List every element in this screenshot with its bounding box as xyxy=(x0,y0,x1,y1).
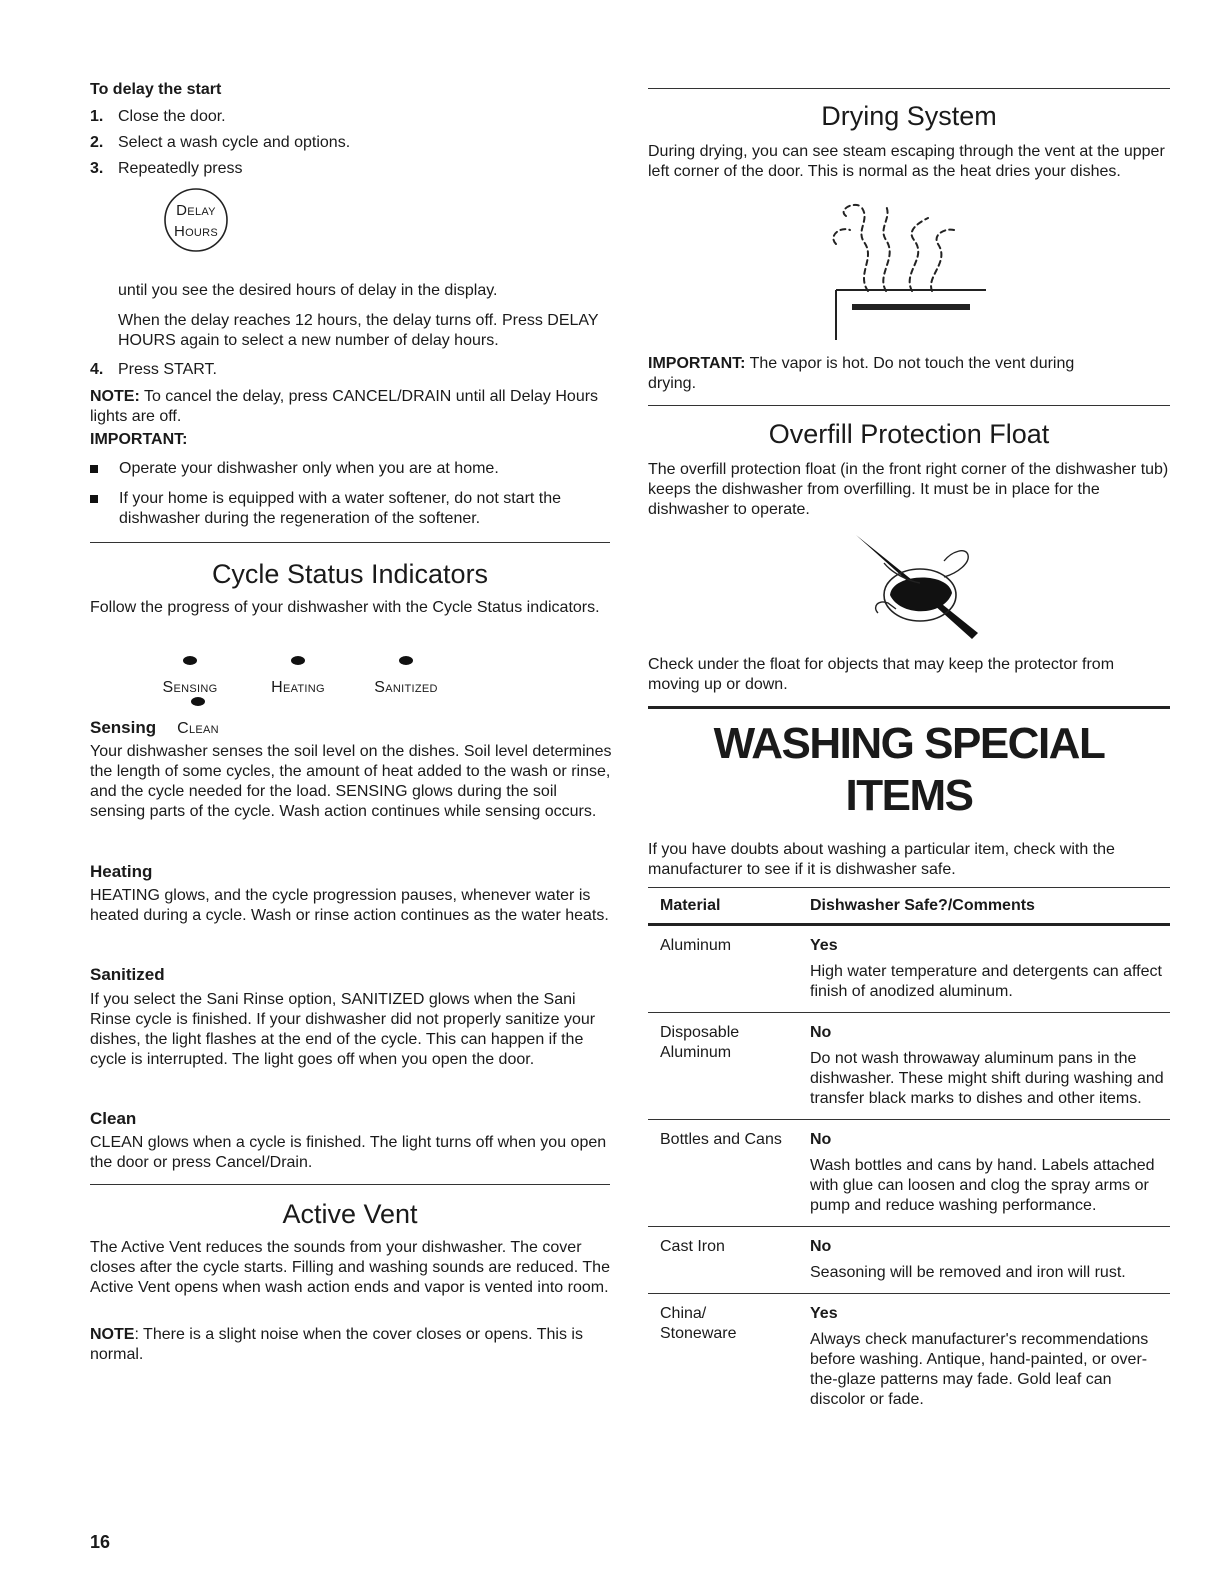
materials-table xyxy=(648,889,1170,1420)
column-header-material: Material xyxy=(660,897,721,914)
overfill-check-text: Check under the float for objects that may keep the protector from moving up or down. xyxy=(648,656,1115,693)
cycle-status-indicators xyxy=(140,656,560,738)
delay-step: 2. Select a wash cycle and options. xyxy=(90,134,351,151)
comment-cell: Yes Always check manufacturer's recommendations before washing. Antique, hand-painted, or over-the-glaze patterns may fade. Gold leaf can discolor or fade. xyxy=(810,1305,1149,1408)
material-cell: Disposable Aluminum xyxy=(660,1024,740,1061)
delay-step-4 xyxy=(90,357,610,383)
indicator-light-icon xyxy=(291,656,305,665)
page-number: 16 xyxy=(90,1532,111,1552)
delay-reaches-note: When the delay reaches 12 hours, the delay turns off. Press DELAY HOURS again to select a new number of delay hours. xyxy=(118,312,599,349)
table-row xyxy=(648,1227,1170,1294)
clean-text: CLEAN glows when a cycle is finished. The light turns off when you open the door or press Cancel/Drain. xyxy=(90,1134,607,1171)
comment-cell: No Do not wash throwaway aluminum pans in the dishwasher. These might shift during washing and transfer black marks to dishes and other items. xyxy=(810,1024,1164,1107)
indicator-clean: Clean xyxy=(148,697,248,738)
delay-step: 3. Repeatedly press xyxy=(90,160,243,177)
delay-after-button: until you see the desired hours of delay in the display. xyxy=(118,282,498,299)
table-row xyxy=(648,925,1170,1013)
section-divider xyxy=(90,1184,610,1185)
overfill-text: The overfill protection float (in the front right corner of the dishwasher tub) keeps the dishwasher from overfilling. It must be in place for the dishwasher to operate. xyxy=(648,461,1169,518)
overfill-title: Overfill Protection Float xyxy=(768,419,1050,449)
comment-cell: Yes High water temperature and detergents can affect finish of anodized aluminum. xyxy=(810,937,1162,1000)
steam-vent-illustration xyxy=(816,196,1006,346)
indicator-heating: Heating xyxy=(248,656,348,697)
table-header-row xyxy=(648,889,1170,925)
sensing-heading: Sensing xyxy=(90,718,157,737)
section-divider xyxy=(90,542,610,543)
clean-heading: Clean xyxy=(90,1109,137,1128)
sanitized-text: If you select the Sani Rinse option, SANITIZED glows when the Sani Rinse cycle is finished. If your dishwasher did not properly sanitize your dishes, the light flashes at the end of the cycle. This can happen if the cycle is interrupted. The light goes off when you open the door. xyxy=(90,991,596,1068)
table-top-rule xyxy=(648,887,1170,888)
delay-heading: To delay the start xyxy=(90,81,222,98)
indicator-sanitized: Sanitized xyxy=(356,656,456,697)
section-divider xyxy=(648,405,1170,406)
heating-text: HEATING glows, and the cycle progression pauses, whenever water is heated during a cycle. Wash or rinse action continues as the water heats. xyxy=(90,887,609,924)
comment-cell: No Wash bottles and cans by hand. Labels attached with glue can loosen and clog the spray arms or pump and reduce washing performance. xyxy=(810,1131,1155,1214)
material-cell: Cast Iron xyxy=(660,1238,725,1255)
table-row xyxy=(648,1294,1170,1421)
delay-steps xyxy=(90,104,610,182)
indicator-light-icon xyxy=(191,697,205,706)
section-divider xyxy=(648,706,1170,709)
comment-cell: No Seasoning will be removed and iron will rust. xyxy=(810,1238,1126,1281)
delay-step: 4. Press START. xyxy=(90,361,217,378)
table-row xyxy=(648,1013,1170,1120)
delay-important-label: IMPORTANT: xyxy=(90,431,188,448)
table-row xyxy=(648,1120,1170,1227)
material-cell: Aluminum xyxy=(660,937,732,954)
drying-important: IMPORTANT: The vapor is hot. Do not touch the vent during drying. xyxy=(648,355,1075,392)
delay-important-list xyxy=(90,459,600,529)
washing-special-title-line2: ITEMS xyxy=(845,771,973,820)
active-vent-note: NOTE: There is a slight noise when the cover closes or opens. This is normal. xyxy=(90,1326,583,1363)
list-item: Operate your dishwasher only when you are at home. xyxy=(90,459,600,479)
list-item: If your home is equipped with a water softener, do not start the dishwasher during the regeneration of the softener. xyxy=(90,489,600,529)
delay-hours-button-icon: Delay Hours xyxy=(148,186,246,252)
drying-text: During drying, you can see steam escaping through the vent at the upper left corner of the door. This is normal as the heat dries your dishes. xyxy=(648,143,1165,180)
sanitized-heading: Sanitized xyxy=(90,965,165,984)
cycle-status-title: Cycle Status Indicators xyxy=(211,559,489,589)
delay-cancel-note: NOTE: To cancel the delay, press CANCEL/DRAIN until all Delay Hours lights are off. xyxy=(90,388,599,425)
column-header-comments: Dishwasher Safe?/Comments xyxy=(810,897,1035,914)
active-vent-text: The Active Vent reduces the sounds from your dishwasher. The cover closes after the cycle starts. Filling and washing sounds are reduced. The Active Vent opens when wash action ends and vapor is vented into room. xyxy=(90,1239,610,1296)
indicator-light-icon xyxy=(399,656,413,665)
material-cell: Bottles and Cans xyxy=(660,1131,782,1148)
indicator-sensing: Sensing xyxy=(140,656,240,697)
washing-special-intro: If you have doubts about washing a particular item, check with the manufacturer to see if it is dishwasher safe. xyxy=(648,841,1115,878)
washing-special-title-line1: WASHING SPECIAL xyxy=(713,719,1105,768)
heating-heading: Heating xyxy=(90,862,153,881)
cycle-status-intro: Follow the progress of your dishwasher with the Cycle Status indicators. xyxy=(90,599,600,616)
active-vent-title: Active Vent xyxy=(282,1199,418,1229)
material-cell: China/ Stoneware xyxy=(660,1305,737,1342)
overfill-float-illustration xyxy=(848,533,988,645)
section-divider xyxy=(648,88,1170,89)
drying-title: Drying System xyxy=(821,101,997,131)
delay-step: 1. Close the door. xyxy=(90,108,226,125)
sensing-text: Your dishwasher senses the soil level on the dishes. Soil level determines the length of some cycles, the amount of heat added to the wash or rinse, and the cycle needed for the load. SENSING glows during the soil sensing parts of the cycle. Wash action continues while sensing occurs. xyxy=(90,743,612,820)
indicator-light-icon xyxy=(183,656,197,665)
